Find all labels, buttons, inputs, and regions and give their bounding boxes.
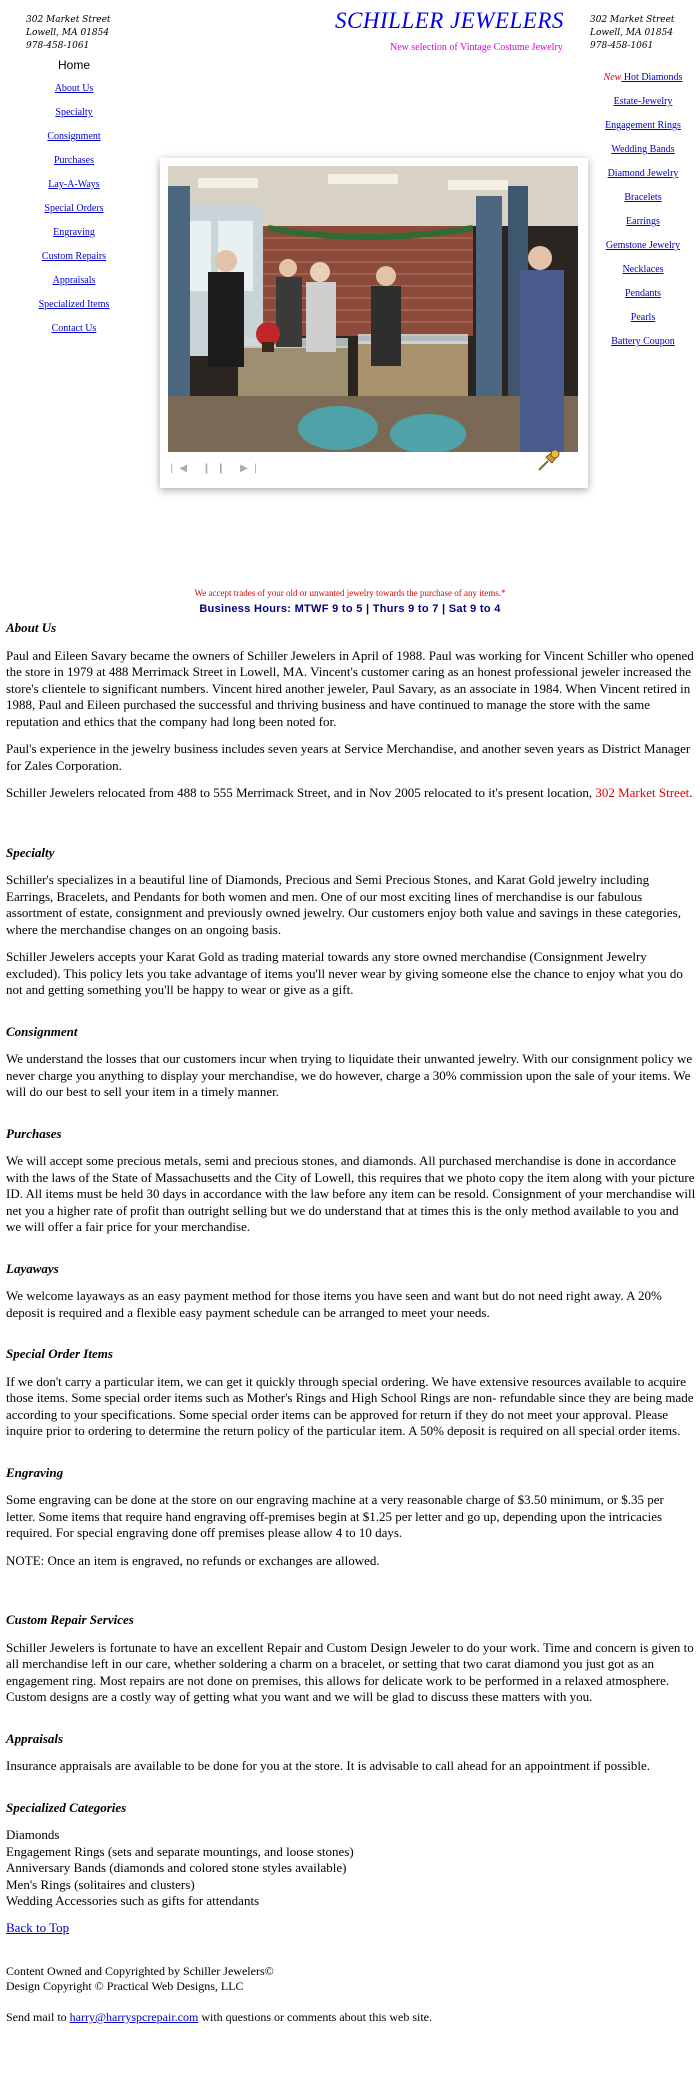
nav-pendants[interactable]: Pendants (624, 288, 662, 299)
spacer (6, 1247, 696, 1261)
email-link[interactable]: harry@harryspcrepair.com (69, 2010, 199, 2024)
home-label[interactable]: Home (57, 58, 90, 72)
address-line: 302 Market Street (590, 15, 675, 25)
nav-contact-us[interactable]: Contact Us (51, 323, 97, 334)
slideshow (160, 158, 588, 488)
spacer (6, 813, 696, 845)
consignment-paragraph: We understand the losses that our customers incur when trying to liquidate their unwanted jewelry. With our consignment policy we never charge you anything to display your merchandise, we do however, charge a 30% commission upon the sale of your items. We will do our best to sell your item in a timely manner. (6, 1051, 693, 1099)
pushpin-icon (536, 447, 562, 478)
nav-estate-jewelry[interactable]: Estate-Jewelry (613, 96, 673, 107)
section-title-engraving: Engraving (6, 1464, 64, 1480)
store-interior-photo (168, 166, 578, 452)
mail-suffix: with questions or comments about this web site. (201, 2010, 432, 2024)
layaways-paragraph: We welcome layaways as an easy payment method for those items you have seen and want but do not need right away. A 20% deposit is required and a flexible easy payment schedule can be arranged to meet your needs. (6, 1288, 662, 1320)
list-item: Men's Rings (solitaires and clusters) (6, 1876, 195, 1892)
spacer (6, 1451, 696, 1465)
spacer (6, 1580, 696, 1612)
spacer (6, 1786, 696, 1800)
section-title-about: About Us (6, 620, 57, 635)
nav-gemstone-jewelry[interactable]: Gemstone Jewelry (605, 240, 681, 251)
about-location-paragraph (6, 785, 696, 802)
section-title-layaways: Layaways (6, 1260, 59, 1276)
nav-specialized-items[interactable]: Specialized Items (38, 299, 110, 310)
nav-special-orders[interactable]: Special Orders (44, 203, 104, 214)
section-title-special-orders: Special Order Items (6, 1346, 113, 1361)
main-content (6, 620, 696, 2025)
address-line: Lowell, MA 01854 (26, 28, 110, 38)
about-location-text: Schiller Jewelers relocated from 488 to 555 Merrimack Street, and in Nov 2005 relocated to it's present location, (6, 785, 593, 800)
about-paragraph: Paul and Eileen Savary became the owners of Schiller Jewelers in April of 1988. Paul was working for Vincent Schiller who opened the store in 1979 at 488 Merrimack Street in Lowell, MA. Vincent's customer caring as an honest professional jeweler increased the store's clientele to significant numbers. Vincent hired another jeweler, Paul Savary, as an associate in 1984. When Vincent retired in 1988, Paul and Eileen purchased the successful and thriving business and have continued to manage the store with the same reputation and ethics that the company had long been noted for. (6, 647, 694, 729)
address-right (590, 14, 675, 53)
address-line: Lowell, MA 01854 (590, 28, 674, 38)
about-location-end: . (689, 785, 693, 800)
repairs-paragraph: Schiller Jewelers is fortunate to have an excellent Repair and Custom Design Jeweler to do your work. Time and concern is given to all merchandise left in our care, whether soldering a charm on a bracelet, or setting that two carat diamond you just got as an engagement ring. Most repairs are not done on premises, this allows for delicate work to be performed in a relaxed atmosphere. Custom designs are a costly way of getting what you want and we will be glad to discuss these matters with you. (6, 1639, 694, 1704)
list-item: Engagement Rings (sets and separate mountings, and loose stones) (6, 1843, 354, 1859)
specialty-paragraph: Schiller Jewelers accepts your Karat Gold as trading material towards any store owned merchandise (Consignment Jewelry excluded). This policy lets you take advantage of items you'll never wear by giving someone else the chance to enjoy what you do not and getting something you'll be happy to wear or give as a gift. (6, 949, 683, 997)
mail-prefix: Send mail to (6, 2010, 67, 2024)
design-copyright-line: Design Copyright © Practical Web Designs, LLC (6, 1979, 244, 1993)
spacer (6, 1010, 696, 1024)
engraving-note: NOTE: Once an item is engraved, no refunds or exchanges are allowed. (6, 1552, 380, 1568)
site-title: SCHILLER JEWELERS (335, 8, 564, 33)
section-title-consignment: Consignment (6, 1023, 78, 1039)
new-badge: New (603, 72, 622, 83)
address-line: 978-458-1061 (590, 41, 654, 51)
nav-engagement-rings[interactable]: Engagement Rings (605, 120, 681, 131)
nav-custom-repairs[interactable]: Custom Repairs (41, 251, 107, 262)
site-tagline: New selection of Vintage Costume Jewelry (390, 42, 563, 53)
special-orders-paragraph: If we don't carry a particular item, we can get it quickly through special ordering. We have extensive resources available to acquire those items. Some special order items such as Mother's Rings and High School Rings are non- refundable since they are being made according to your specifications. Some special order items can be approved for return if they do not meet your approval. Please inquire prior to ordering to determine the return policy of the particular item. A 50% deposit is required on all special order items. (6, 1373, 694, 1438)
spacer (6, 1332, 696, 1346)
address-left (26, 14, 111, 53)
trades-notice: We accept trades of your old or unwanted jewelry towards the purchase of any items.* (194, 588, 506, 598)
nav-consignment[interactable]: Consignment (47, 131, 101, 142)
list-item: Wedding Accessories such as gifts for attendants (6, 1893, 260, 1908)
nav-about-us[interactable]: About Us (54, 83, 94, 94)
purchases-paragraph: We will accept some precious metals, semi and precious stones, and diamonds. All purchased merchandise is done in accordance with the laws of the State of Massachusetts and the City of Lowell, this requires that we photo copy the item along with your picture ID. All items must be held 30 days in accordance with the law before any item can be resold. Consignment of your merchandise will net you a higher rate of profit than outright selling but we do understand that at times this is the only method available to you and we will offer a fair price for your merchandise. (6, 1153, 696, 1234)
left-nav (26, 58, 122, 347)
nav-bracelets[interactable]: Bracelets (624, 192, 662, 203)
specialty-paragraph: Schiller's specializes in a beautiful line of Diamonds, Precious and Semi Precious Stones, and Karat Gold jewelry including Earrings, Bracelets, and Pendants for both women and men. One of our most exciting lines of merchandise is our fabulous assortment of estate, consignment and previously owned jewelry. Our customers enjoy both value and savings in these categories, where the merchandise changes on an ongoing basis. (6, 872, 681, 937)
spacer (6, 1112, 696, 1126)
slideshow-controls[interactable]: |◀ ❙❙ ▶| (170, 463, 264, 474)
nav-necklaces[interactable]: Necklaces (622, 264, 664, 275)
nav-battery-coupon[interactable]: Battery Coupon (611, 336, 675, 347)
list-item: Diamonds (6, 1827, 60, 1842)
nav-specialty[interactable]: Specialty (55, 107, 93, 118)
section-title-appraisals: Appraisals (6, 1730, 64, 1746)
section-title-specialized: Specialized Categories (6, 1799, 127, 1815)
section-title-purchases: Purchases (6, 1125, 62, 1141)
business-hours: Business Hours: MTWF 9 to 5 | Thurs 9 to 7 | Sat 9 to 4 (199, 603, 501, 615)
list-item: Anniversary Bands (diamonds and colored stone styles available) (6, 1860, 347, 1875)
nav-engraving[interactable]: Engraving (53, 227, 95, 238)
engraving-paragraph: Some engraving can be done at the store on our engraving machine at a very reasonable charge of $3.50 minimum, or $.35 per letter. Some items that require hand engraving off-premises begin at $1.25 per letter and go up, depending upon the intricacies required. For special engraving done off premises please allow 4 to 10 days. (6, 1492, 664, 1540)
store-interior-illustration (168, 166, 578, 452)
nav-diamond-jewelry[interactable]: Diamond Jewelry (607, 168, 679, 179)
nav-wedding-bands[interactable]: Wedding Bands (611, 144, 675, 155)
nav-hot-diamonds-row (588, 72, 698, 84)
section-title-repairs: Custom Repair Services (6, 1612, 134, 1627)
footer (6, 1964, 696, 2025)
nav-hot-diamonds-label: Hot Diamonds (623, 72, 683, 83)
appraisals-paragraph: Insurance appraisals are available to be done for you at the store. It is advisable to call ahead for an appointment if possible. (6, 1758, 650, 1773)
right-nav (588, 72, 698, 360)
back-to-top-link[interactable]: Back to Top (6, 1919, 70, 1935)
nav-purchases[interactable]: Purchases (54, 155, 94, 166)
address-line: 302 Market Street (26, 15, 111, 25)
nav-earrings[interactable]: Earrings (626, 216, 660, 227)
location-link[interactable]: 302 Market Street (595, 785, 690, 800)
section-title-specialty: Specialty (6, 844, 55, 860)
nav-appraisals[interactable]: Appraisals (52, 275, 96, 286)
nav-hot-diamonds[interactable] (621, 72, 682, 83)
copyright-line: Content Owned and Copyrighted by Schiller Jewelers© (6, 1964, 274, 1978)
spacer (6, 1717, 696, 1731)
address-line: 978-458-1061 (26, 41, 90, 51)
contact-line (6, 2010, 696, 2025)
nav-lay-a-ways[interactable]: Lay-A-Ways (48, 179, 100, 190)
nav-pearls[interactable]: Pearls (630, 312, 656, 323)
about-paragraph: Paul's experience in the jewelry business includes seven years at Service Merchandise, and another seven years as District Manager for Zales Corporation. (6, 741, 691, 773)
specialized-list (6, 1827, 696, 1910)
